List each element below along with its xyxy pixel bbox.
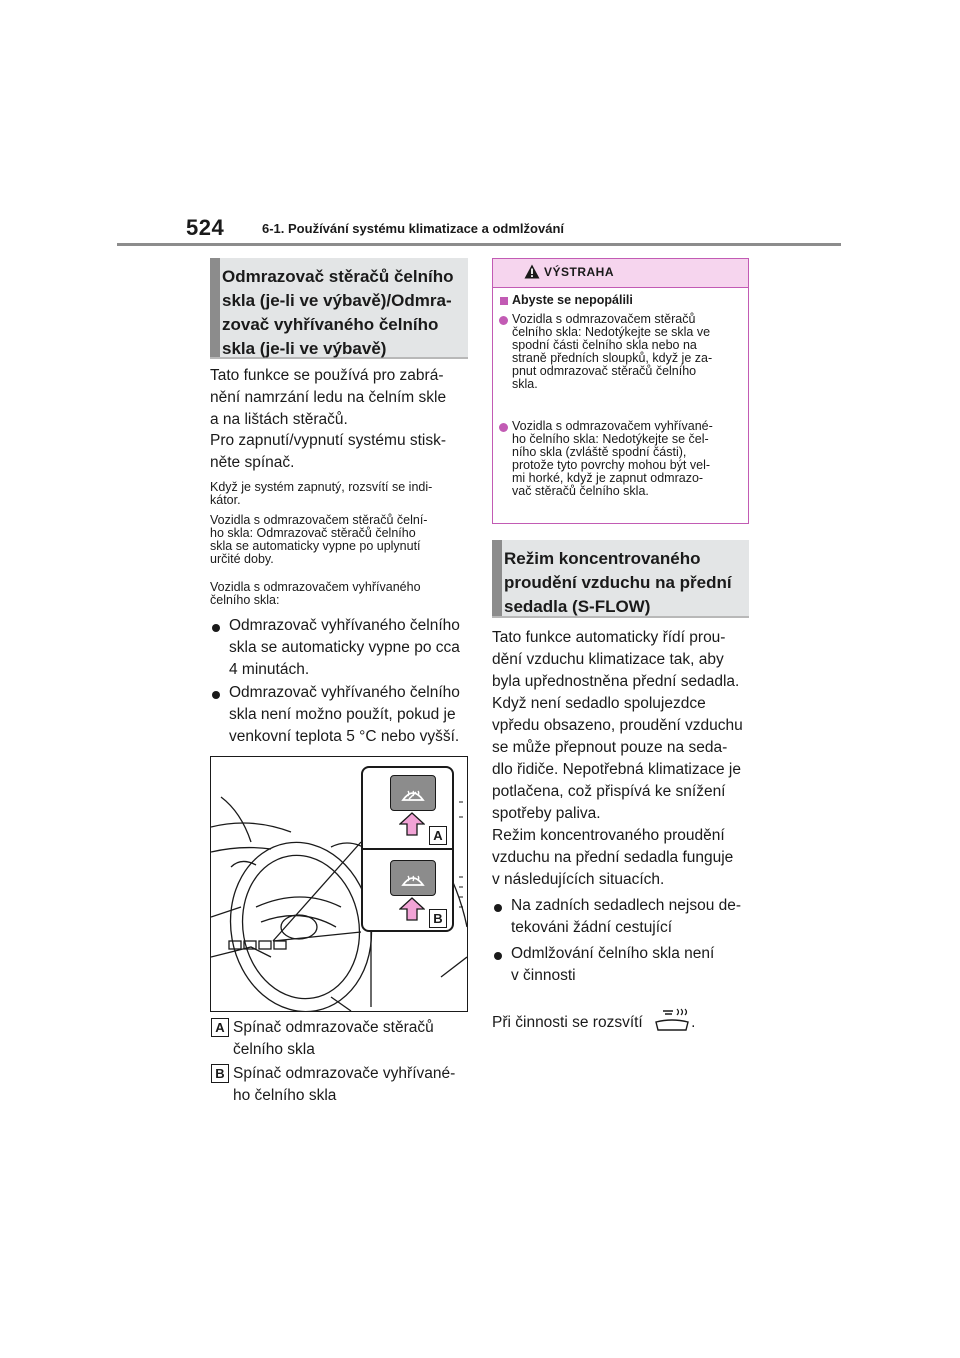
text-line: určité doby. xyxy=(210,552,274,566)
label-b: B xyxy=(429,909,447,928)
section-heading-bar xyxy=(210,258,220,357)
text-line: něte spínač. xyxy=(210,454,295,471)
up-arrow-icon xyxy=(399,897,425,921)
text-line: ho skla: Odmrazovač stěračů čelního xyxy=(210,526,416,540)
warning-item xyxy=(497,420,745,500)
text-line: čelního skla xyxy=(233,1041,315,1058)
text-line: nění namrzání ledu na čelním skle xyxy=(210,389,447,406)
text-line: dění vzduchu klimatizace tak, aby xyxy=(492,651,724,668)
text-line: Odmrazovač vyhřívaného čelního xyxy=(229,617,460,634)
sflow-paragraph xyxy=(492,627,754,825)
text-line: Vozidla s odmrazovačem stěračů čelní- xyxy=(210,513,428,527)
text-line: vzduchu na přední sedadla funguje xyxy=(492,849,734,866)
warning-item-text xyxy=(512,420,713,498)
text-line: spotřeby paliva. xyxy=(492,805,601,822)
text-line: se může přepnout pouze na seda- xyxy=(492,739,728,756)
label-a: A xyxy=(429,826,447,845)
windshield-defroster-icon xyxy=(400,782,426,804)
bullet-dot-icon xyxy=(212,691,220,699)
bullet-dot-icon xyxy=(212,624,220,632)
text-line: ho čelního skla: Nedotýkejte se čel- xyxy=(512,432,709,446)
text-line: kátor. xyxy=(210,493,241,507)
text-line: Tato funkce automaticky řídí prou- xyxy=(492,629,726,646)
heading-line: zovač vyhřívaného čelního xyxy=(222,315,439,334)
text-line: a na lištách stěračů. xyxy=(210,411,348,428)
bullet-item xyxy=(212,615,474,685)
legend-key-a: A xyxy=(211,1018,229,1037)
bullet-text xyxy=(511,895,741,939)
text-line: Režim koncentrovaného proudění xyxy=(492,827,725,844)
heading-line: sedadla (S-FLOW) xyxy=(504,597,651,616)
bullet-item xyxy=(494,943,756,989)
warning-triangle-icon xyxy=(524,264,540,279)
dashboard-illustration xyxy=(210,756,468,1012)
bullet-text xyxy=(511,943,714,987)
heated-windshield-switch xyxy=(390,860,436,896)
text-line: skla se automaticky vypne po uplynutí xyxy=(210,539,421,553)
windshield-defroster-icon xyxy=(400,867,426,889)
s-flow-indicator-icon xyxy=(653,1007,691,1033)
text-line: Spínač odmrazovače vyhřívané- xyxy=(233,1065,456,1082)
note-wiper-deicer xyxy=(210,514,472,566)
bullet-dot-icon xyxy=(499,423,508,432)
section-heading-text xyxy=(222,265,462,361)
text-line: Vozidla s odmrazovačem vyhřívané- xyxy=(512,419,713,433)
warning-box xyxy=(492,258,749,524)
heading-line: Odmrazovač stěračů čelního xyxy=(222,267,454,286)
heading-line: proudění vzduchu na přední xyxy=(504,573,732,592)
bullet-dot-icon xyxy=(494,904,502,912)
note-indicator xyxy=(210,481,472,507)
bullet-item xyxy=(212,682,474,752)
callout-divider xyxy=(363,848,452,850)
text-line: protože tyto povrchy mohou být vel- xyxy=(512,458,711,472)
text-line: čelního skla: Nedotýkejte se skla ve xyxy=(512,325,711,339)
heading-line: skla (je-li ve výbavě)/Odmra- xyxy=(222,291,452,310)
indicator-text: Při činnosti se rozsvítí xyxy=(492,1014,643,1031)
text-line: ho čelního skla xyxy=(233,1087,337,1104)
heading-line: Režim koncentrovaného xyxy=(504,549,701,568)
warning-subhead-text: Abyste se nepopálili xyxy=(512,293,633,307)
text-line: vpředu obsazeno, proudění vzduchu xyxy=(492,717,743,734)
warning-header xyxy=(493,259,748,288)
text-line: v následujících situacích. xyxy=(492,871,665,888)
sflow-conditions-paragraph xyxy=(492,825,754,891)
text-line: venkovní teplota 5 °C nebo vyšší. xyxy=(229,728,460,745)
text-line: skla se automaticky vypne po cca xyxy=(229,639,460,656)
wiper-deicer-switch xyxy=(390,775,436,811)
section-heading-defroster xyxy=(210,258,468,359)
text-line: Odmlžování čelního skla není xyxy=(511,945,715,962)
warning-item-text xyxy=(512,313,712,391)
up-arrow-icon xyxy=(399,812,425,836)
text-line: potlačena, což přispívá ke snížení xyxy=(492,783,726,800)
warning-title: VÝSTRAHA xyxy=(544,265,615,279)
text-line: Odmrazovač vyhřívaného čelního xyxy=(229,684,460,701)
section-heading-text xyxy=(504,547,743,619)
text-line: Spínač odmrazovače stěračů xyxy=(233,1019,434,1036)
legend-text-b xyxy=(233,1063,473,1107)
switch-callout-panel xyxy=(361,766,454,932)
legend-key-b: B xyxy=(211,1064,229,1083)
chapter-title: 6-1. Používání systému klimatizace a odmlžování xyxy=(262,221,564,236)
text-line: Vozidla s odmrazovačem stěračů xyxy=(512,312,696,326)
text-line: tekováni žádní cestující xyxy=(511,919,673,936)
text-line: dlo řidiče. Nepotřebná klimatizace je xyxy=(492,761,741,778)
text-line: Když není sedadlo spolujezdce xyxy=(492,695,706,712)
section-heading-sflow xyxy=(492,540,749,618)
text-line: Tato funkce se používá pro zabrá- xyxy=(210,367,444,384)
bullet-dot-icon xyxy=(494,952,502,960)
text-line: Když je systém zapnutý, rozsvítí se indi- xyxy=(210,480,433,494)
bullet-item xyxy=(494,895,756,941)
switch-paragraph xyxy=(210,430,472,474)
text-line: mi horké, když je zapnut odmrazo- xyxy=(512,471,704,485)
page-number: 524 xyxy=(186,215,225,240)
text-line: 4 minutách. xyxy=(229,661,310,678)
text-line: Vozidla s odmrazovačem vyhřívaného xyxy=(210,580,421,594)
intro-paragraph xyxy=(210,365,472,431)
text-line: vač stěračů čelního skla. xyxy=(512,484,649,498)
bullet-text xyxy=(229,615,460,681)
indicator-line xyxy=(492,1007,754,1034)
text-line: skla není možno použít, pokud je xyxy=(229,706,456,723)
text-line: skla. xyxy=(512,377,538,391)
section-heading-bar xyxy=(492,540,502,616)
text-line: v činnosti xyxy=(511,967,576,984)
text-line: straně předních sloupků, když je za- xyxy=(512,351,713,365)
text-line: spodní části čelního skla nebo na xyxy=(512,338,697,352)
text-line: ního skla (zvláště spodní části), xyxy=(512,445,687,459)
warning-item xyxy=(497,313,745,393)
note-heated-windshield xyxy=(210,581,472,607)
bullet-dot-icon xyxy=(499,316,508,325)
text-line: pnut odmrazovač stěračů čelního xyxy=(512,364,697,378)
square-bullet-icon xyxy=(500,297,508,305)
heading-line: skla (je-li ve výbavě) xyxy=(222,339,387,358)
indicator-text-end: . xyxy=(691,1014,696,1031)
text-line: Pro zapnutí/vypnutí systému stisk- xyxy=(210,432,447,449)
header-rule xyxy=(117,243,841,246)
legend-text-a xyxy=(233,1017,473,1061)
text-line: čelního skla: xyxy=(210,593,280,607)
text-line: Na zadních sedadlech nejsou de- xyxy=(511,897,742,914)
text-line: byla upřednostněna přední sedadla. xyxy=(492,673,740,690)
bullet-text xyxy=(229,682,460,748)
